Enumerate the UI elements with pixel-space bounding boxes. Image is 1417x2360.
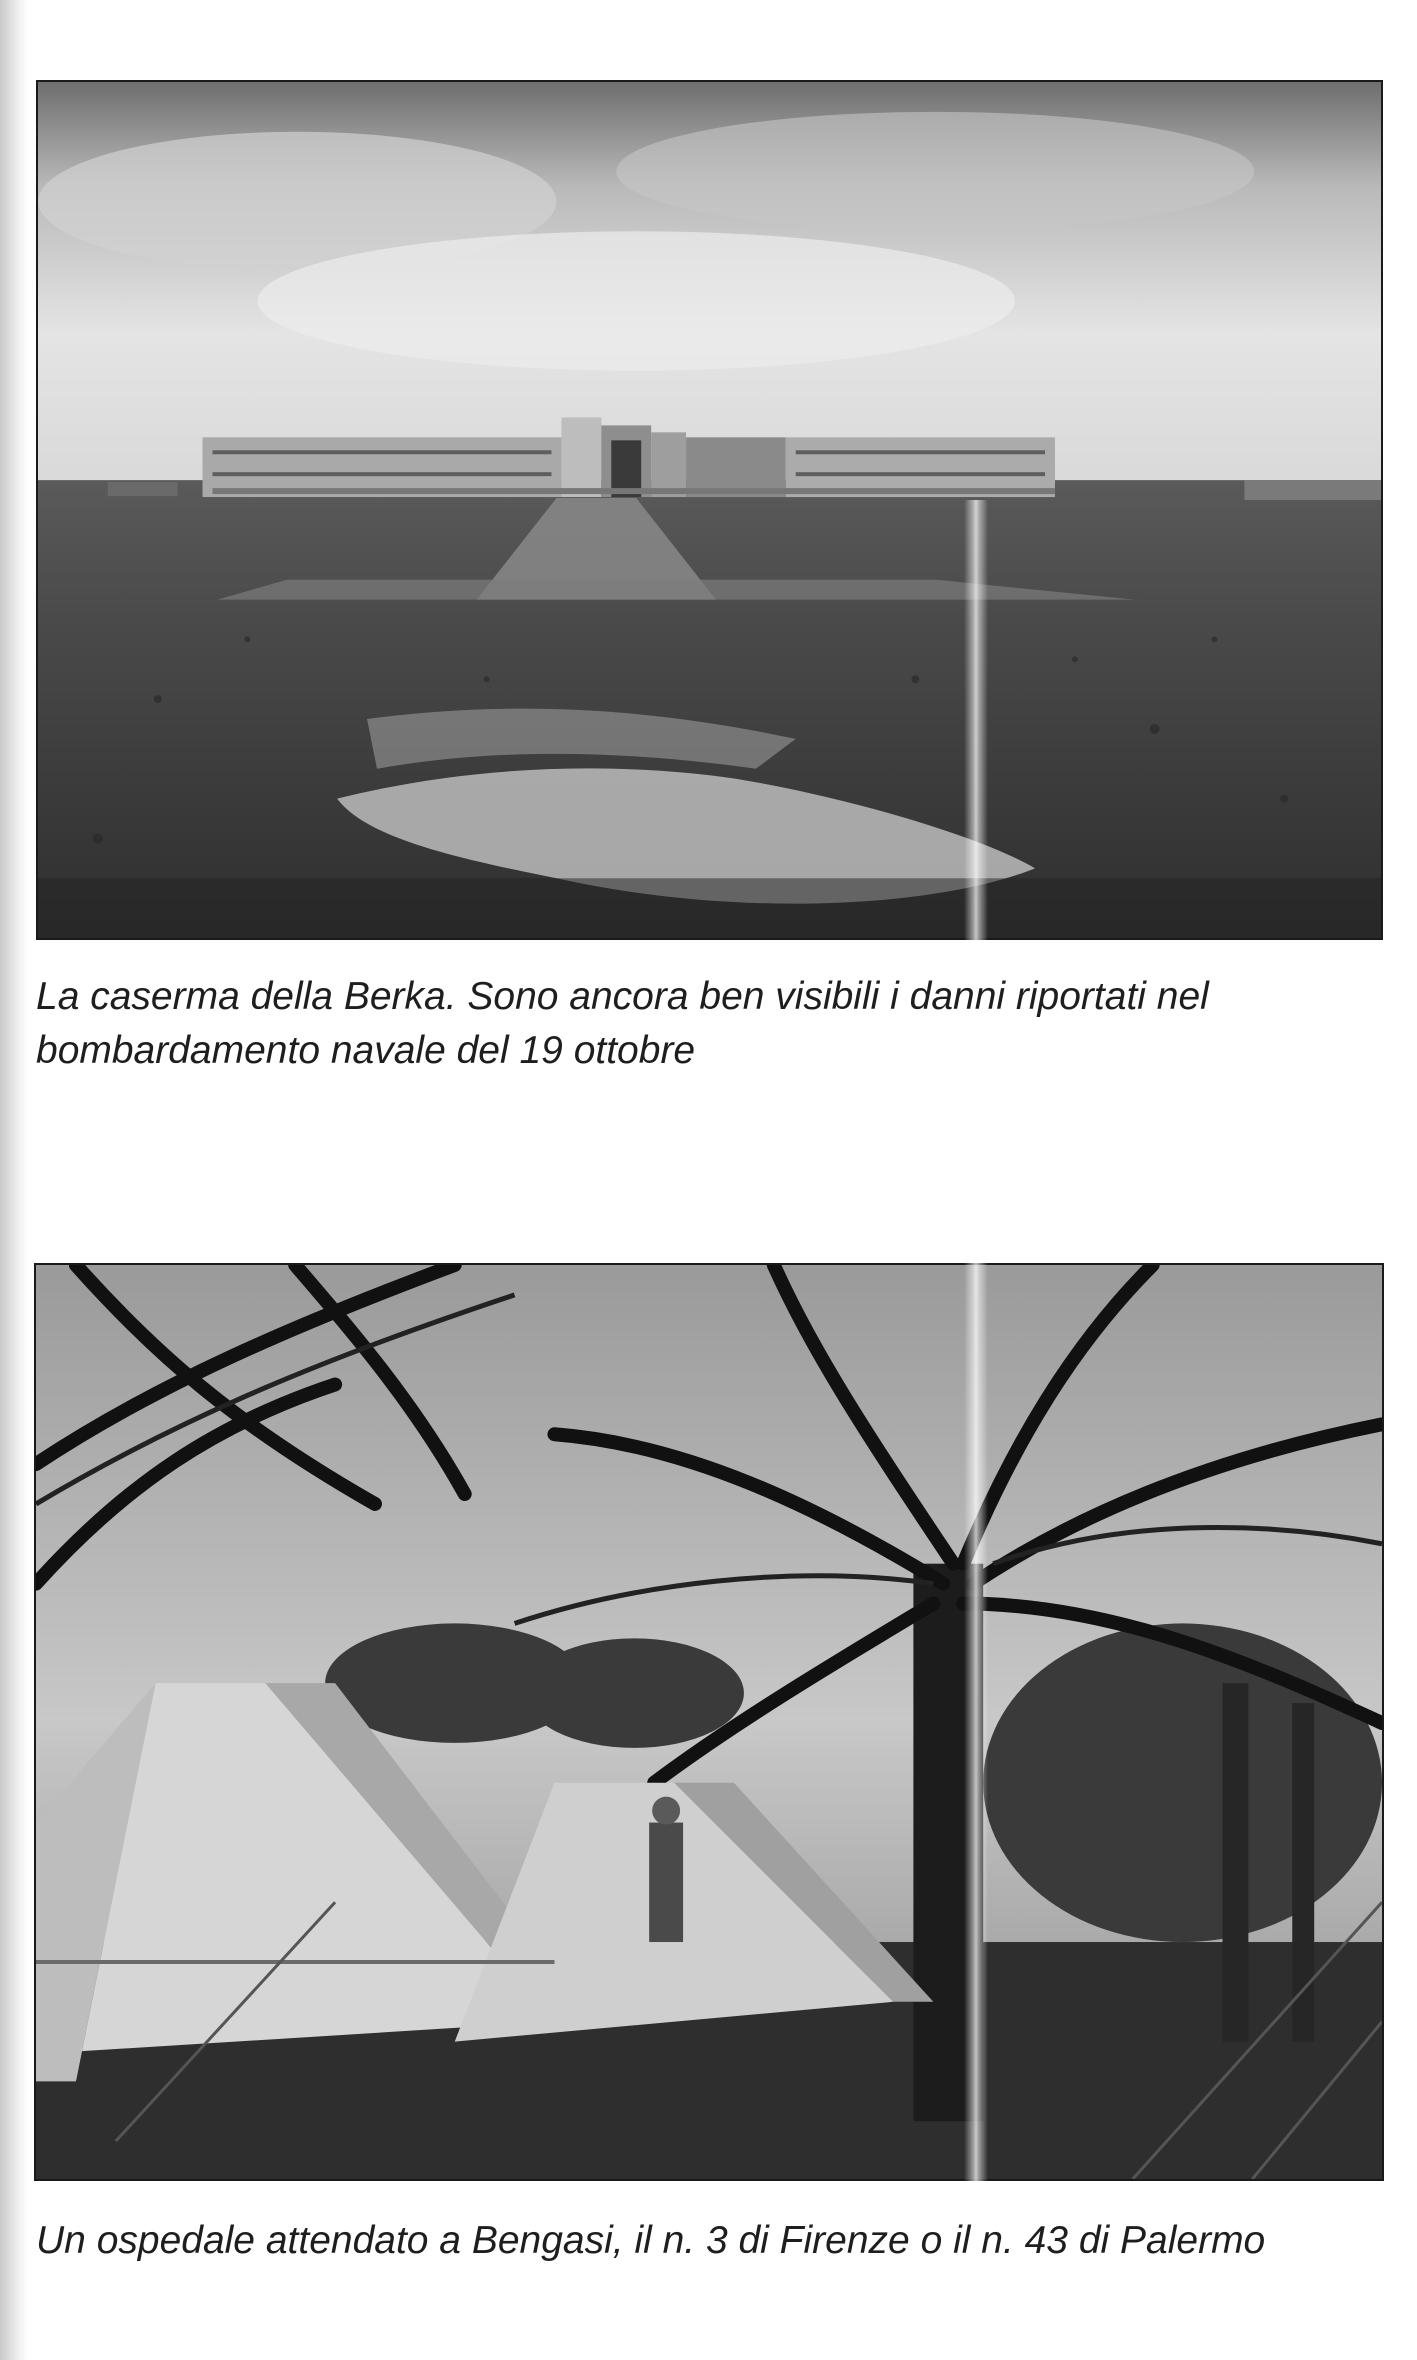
photo-ospedale-bengasi	[34, 1263, 1384, 2181]
photo-caserma-berka	[36, 80, 1383, 940]
page-gutter-shadow	[0, 0, 28, 2360]
photo-caption-bengasi: Un ospedale attendato a Bengasi, il n. 3 di Firenze o il n. 43 di Palermo	[36, 2219, 1266, 2262]
tent-hospital-photo-graphic	[36, 1265, 1382, 2179]
photo-caption-berka: La caserma della Berka. Sono ancora ben visibili i danni riportati nel bombardamento navale del 19 ottobre	[36, 975, 1209, 1072]
barracks-photo-graphic	[38, 82, 1381, 938]
